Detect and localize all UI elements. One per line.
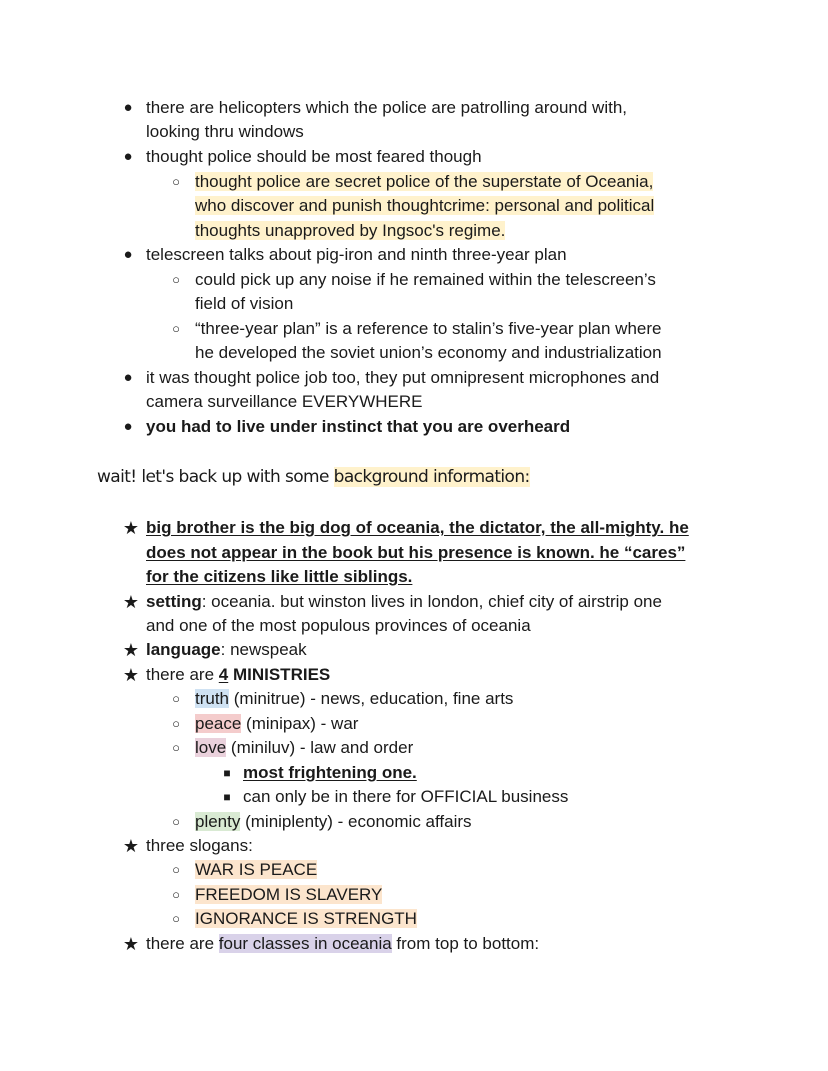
- item-text: from top to bottom:: [391, 934, 540, 953]
- list-item: telescreen talks about pig-iron and ninth three-year plan: [146, 245, 567, 264]
- bullet-dot-icon: ●: [123, 418, 133, 435]
- list-item: [146, 415, 570, 439]
- bullet-ring-icon: ○: [172, 174, 180, 189]
- bullet-ring-icon: ○: [172, 814, 180, 829]
- ministry-item: [195, 736, 413, 760]
- heading-text: wait! let's back up with some: [97, 467, 334, 487]
- bullet-ring-icon: ○: [172, 862, 180, 877]
- slogan-text: IGNORANCE IS STRENGTH: [195, 909, 417, 928]
- list-item: [146, 932, 539, 956]
- bold-text: MINISTRIES: [228, 665, 331, 684]
- section-heading: [97, 465, 530, 489]
- list-item: [146, 590, 662, 614]
- list-item: [146, 638, 307, 662]
- bullet-dot-icon: ●: [123, 246, 133, 263]
- list-item: [146, 663, 330, 687]
- item-text: : oceania. but winston lives in london, chief city of airstrip one: [201, 592, 662, 611]
- bullet-ring-icon: ○: [172, 691, 180, 706]
- highlighted-word: love: [195, 738, 227, 757]
- list-item-continuation: [195, 194, 654, 218]
- slogan-text: FREEDOM IS SLAVERY: [195, 885, 383, 904]
- bullet-ring-icon: ○: [172, 740, 180, 755]
- heading-highlight: background information:: [333, 467, 530, 487]
- bullet-ring-icon: ○: [172, 272, 180, 287]
- slogan-item: [195, 907, 417, 931]
- list-item: “three-year plan” is a reference to stalin’s five-year plan where: [195, 319, 662, 338]
- item-text: (miniplenty) - economic affairs: [240, 812, 472, 831]
- bold-underlined-text: for the citizens like little siblings.: [146, 567, 413, 586]
- highlighted-word: plenty: [195, 812, 241, 831]
- star-bullet-icon: ★: [122, 665, 140, 685]
- star-bullet-icon: ★: [122, 836, 140, 856]
- list-item: [243, 761, 417, 785]
- item-text: there are: [146, 934, 219, 953]
- bullet-ring-icon: ○: [172, 887, 180, 902]
- list-item-continuation: and one of the most populous provinces of oceania: [146, 616, 531, 635]
- list-item-continuation: [195, 219, 505, 243]
- list-item-continuation: he developed the soviet union’s economy and industrialization: [195, 343, 662, 362]
- list-item: thought police should be most feared though: [146, 147, 482, 166]
- item-text: there are: [146, 665, 219, 684]
- ministry-item: [195, 810, 472, 834]
- item-text: (minitrue) - news, education, fine arts: [229, 689, 514, 708]
- item-text: (miniluv) - law and order: [226, 738, 414, 757]
- list-item: [146, 516, 689, 540]
- highlighted-word: truth: [195, 689, 230, 708]
- star-bullet-icon: ★: [122, 518, 140, 538]
- highlighted-text: four classes in oceania: [218, 934, 392, 953]
- highlighted-text: thoughts unapproved by Ingsoc's regime.: [195, 221, 506, 240]
- highlighted-text: thought police are secret police of the superstate of Oceania,: [195, 172, 654, 191]
- ministry-item: [195, 687, 513, 711]
- highlighted-text: who discover and punish thoughtcrime: personal and political: [195, 196, 655, 215]
- list-item: could pick up any noise if he remained within the telescreen’s: [195, 270, 656, 289]
- list-item: three slogans:: [146, 836, 253, 855]
- bullet-square-icon: ■: [223, 766, 231, 780]
- bullet-dot-icon: ●: [123, 99, 133, 116]
- slogan-item: [195, 883, 382, 907]
- bullet-ring-icon: ○: [172, 716, 180, 731]
- bold-label: setting: [146, 592, 202, 611]
- list-item-continuation: [146, 541, 685, 565]
- bullet-dot-icon: ●: [123, 148, 133, 165]
- list-item-continuation: looking thru windows: [146, 122, 304, 141]
- bullet-ring-icon: ○: [172, 321, 180, 336]
- star-bullet-icon: ★: [122, 640, 140, 660]
- highlighted-word: peace: [195, 714, 242, 733]
- list-item: can only be in there for OFFICIAL business: [243, 787, 569, 806]
- slogan-text: WAR IS PEACE: [195, 860, 318, 879]
- item-text: : newspeak: [220, 640, 307, 659]
- bold-text: you had to live under instinct that you are overheard: [146, 417, 571, 436]
- bullet-ring-icon: ○: [172, 911, 180, 926]
- star-bullet-icon: ★: [122, 934, 140, 954]
- bold-underlined-text: big brother is the big dog of oceania, the dictator, the all-mighty. he: [146, 518, 689, 537]
- slogan-item: [195, 858, 317, 882]
- bullet-square-icon: ■: [223, 790, 231, 804]
- list-item: it was thought police job too, they put omnipresent microphones and: [146, 368, 660, 387]
- list-item-continuation: field of vision: [195, 294, 294, 313]
- list-item-continuation: camera surveillance EVERYWHERE: [146, 392, 423, 411]
- bold-underlined-text: most frightening one.: [243, 763, 417, 782]
- star-bullet-icon: ★: [122, 592, 140, 612]
- bold-label: language: [146, 640, 221, 659]
- bullet-dot-icon: ●: [123, 369, 133, 386]
- item-text: (minipax) - war: [241, 714, 359, 733]
- list-item: there are helicopters which the police are patrolling around with,: [146, 98, 627, 117]
- list-item-continuation: [146, 565, 412, 589]
- ministries-count: 4: [218, 665, 229, 684]
- ministry-item: [195, 712, 358, 736]
- list-item: [195, 170, 653, 194]
- bold-underlined-text: does not appear in the book but his presence is known. he “cares”: [146, 543, 686, 562]
